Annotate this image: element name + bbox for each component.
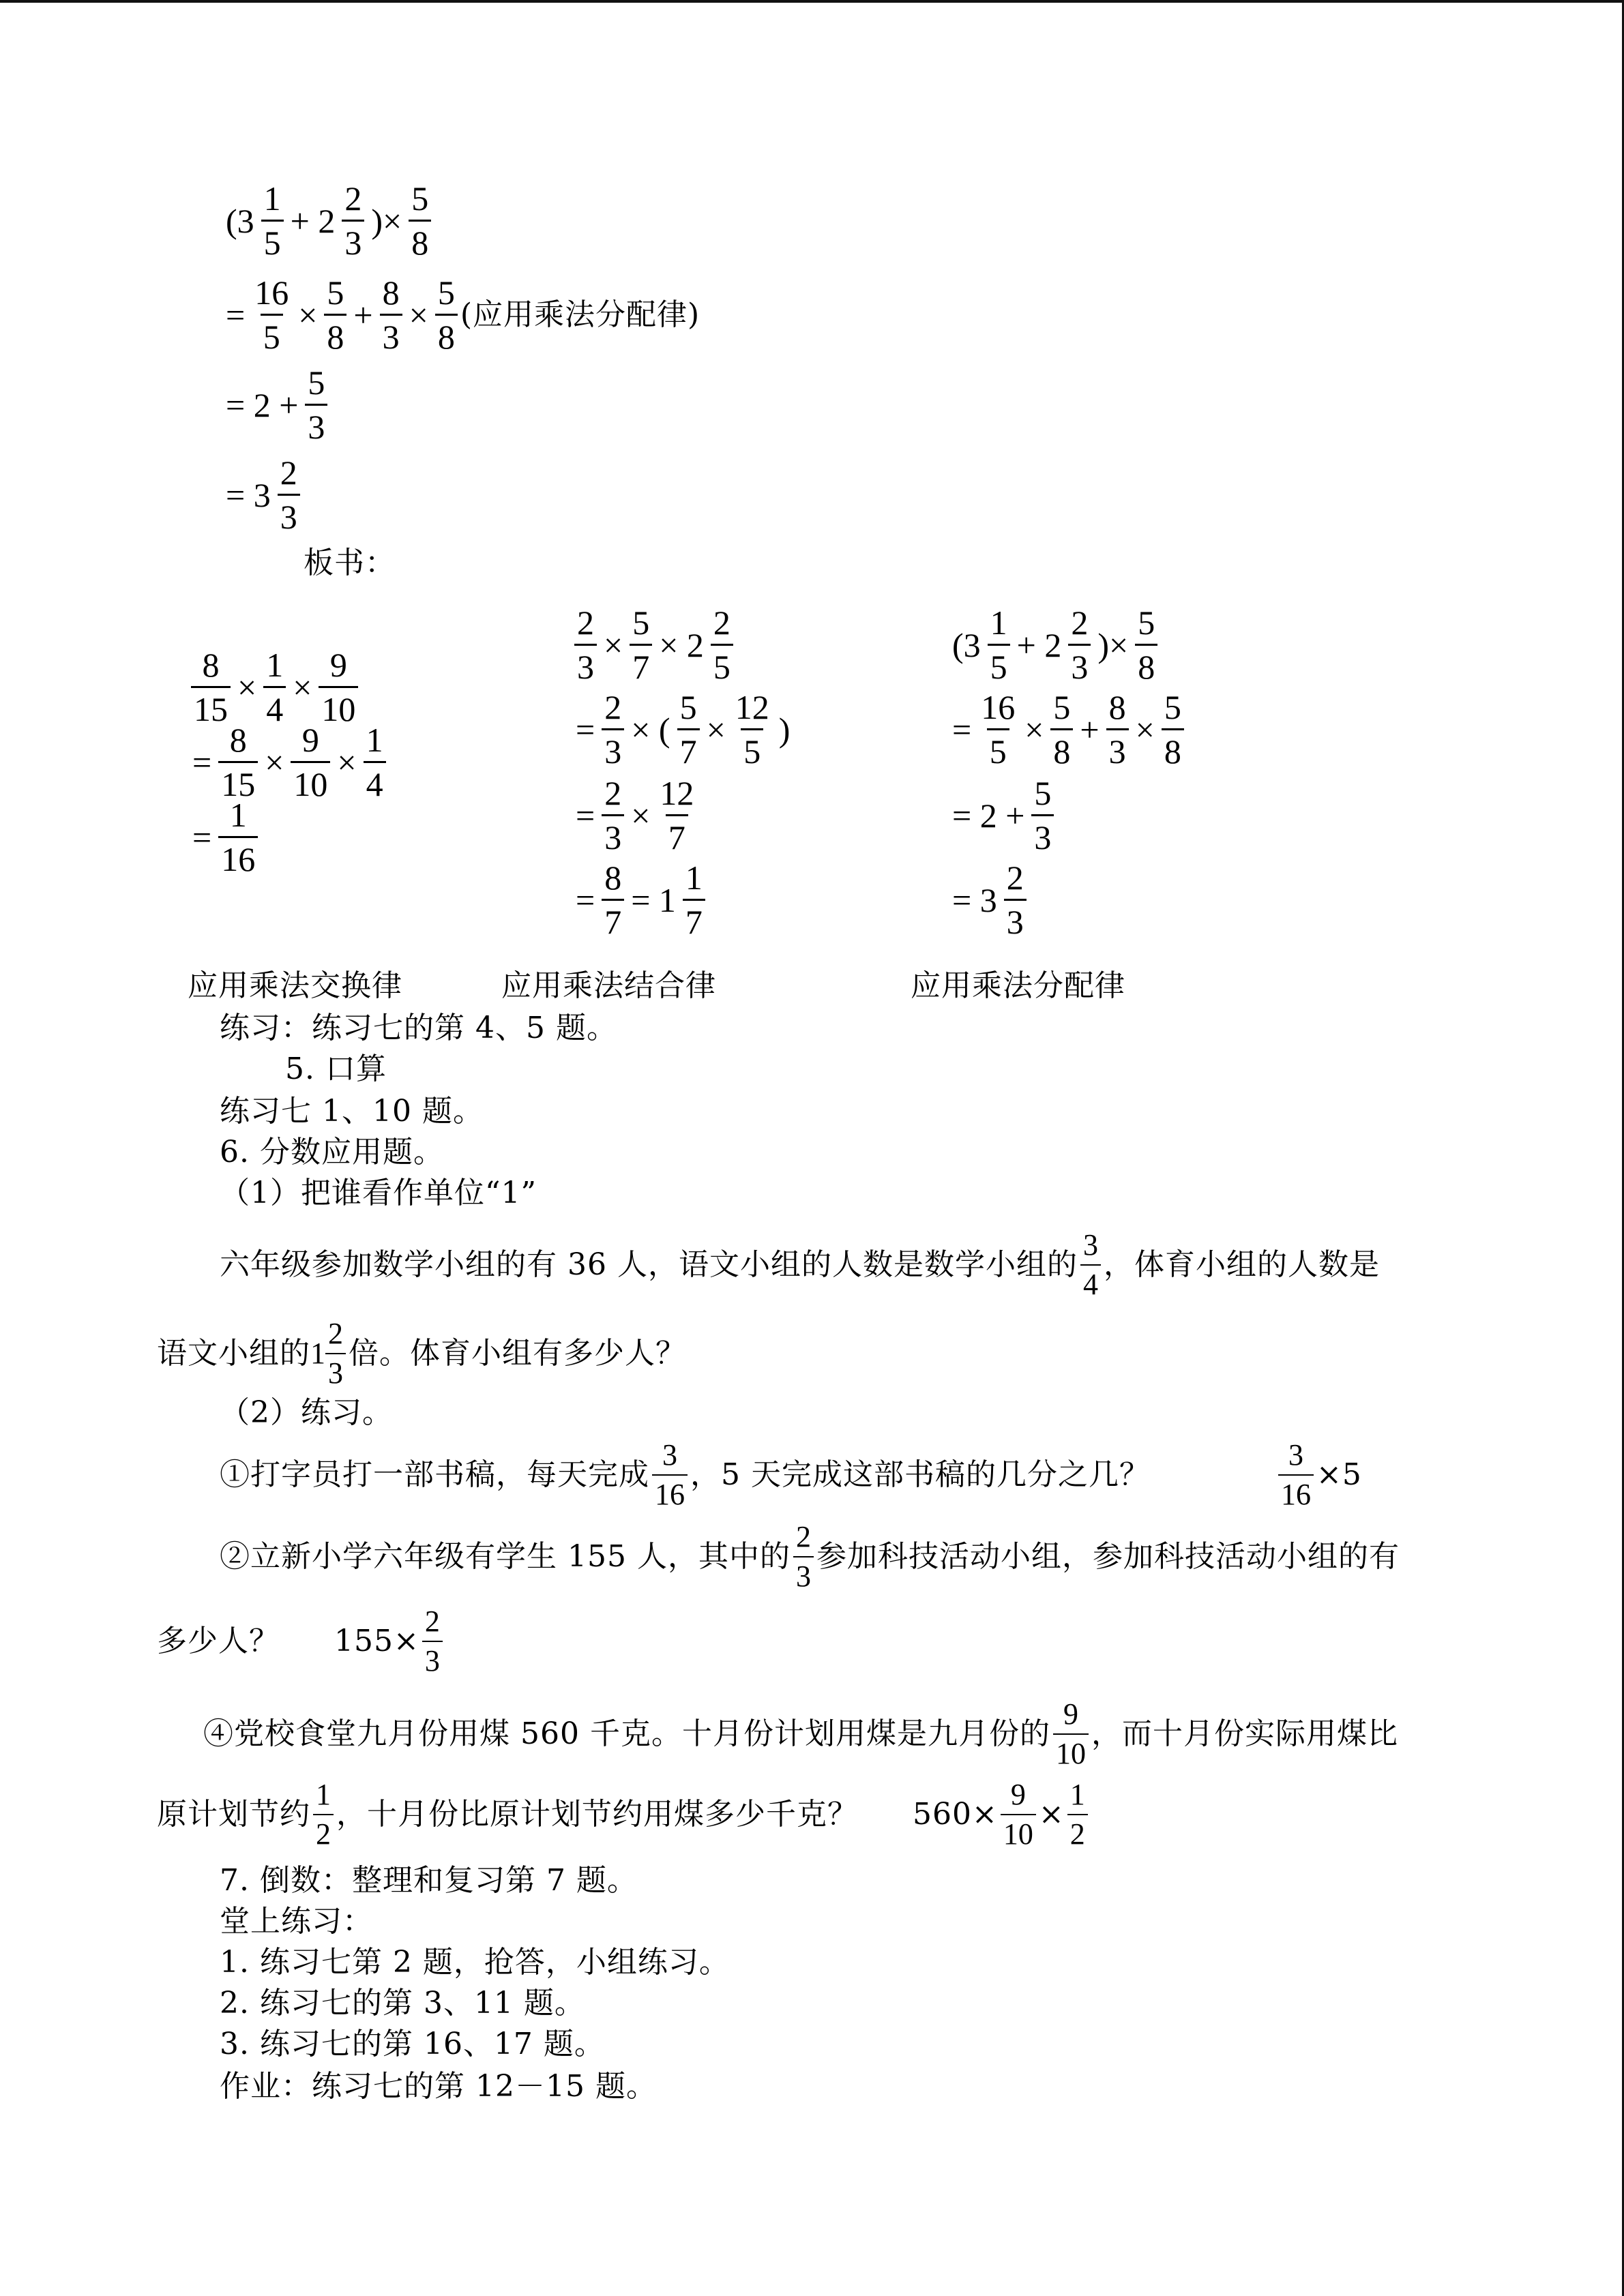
fraction bbox=[1162, 690, 1184, 769]
exercise2-text-b: 参加科技活动小组，参加科技活动小组的有 bbox=[816, 1539, 1400, 1574]
math-operator: = 1 bbox=[631, 880, 676, 919]
exercise4-answer-head: 560× bbox=[913, 1797, 998, 1832]
exercise2-line2 bbox=[157, 1607, 445, 1676]
fraction bbox=[1050, 690, 1073, 769]
denominator: 3 bbox=[305, 404, 327, 444]
math-line bbox=[948, 603, 1160, 686]
fraction bbox=[263, 648, 286, 726]
problem1-text-b: ，体育小组的人数是 bbox=[1103, 1247, 1380, 1282]
caption-commutative: 应用乘法交换律 bbox=[188, 968, 402, 1003]
denominator: 15 bbox=[218, 761, 258, 801]
homework: 作业：练习七的第 12－15 题。 bbox=[220, 2069, 657, 2104]
numerator: 1 bbox=[266, 646, 284, 684]
denominator: 3 bbox=[1068, 644, 1091, 684]
math-line bbox=[222, 181, 434, 260]
fraction bbox=[380, 275, 402, 354]
fraction bbox=[657, 776, 696, 854]
denominator: 5 bbox=[261, 314, 283, 354]
denominator: 8 bbox=[1050, 728, 1073, 769]
math-operator: + bbox=[1080, 710, 1099, 749]
numerator: 9 bbox=[1063, 1697, 1078, 1731]
denominator: 3 bbox=[602, 814, 624, 854]
numerator: 2 bbox=[344, 179, 362, 218]
denominator: 3 bbox=[793, 1556, 814, 1592]
numerator: 12 bbox=[735, 688, 769, 726]
numerator: 3 bbox=[1288, 1438, 1303, 1472]
exercise1-answer bbox=[1275, 1440, 1362, 1510]
numerator: 12 bbox=[660, 774, 694, 812]
math-operator: × bbox=[604, 625, 623, 664]
numerator: 2 bbox=[713, 603, 730, 642]
denominator: 16 bbox=[1278, 1474, 1314, 1510]
math-operator: ) bbox=[778, 710, 791, 749]
math-operator: × ( bbox=[631, 710, 670, 749]
exercise1-text-b: ，5 天完成这部书稿的几分之几？ bbox=[690, 1457, 1150, 1492]
fraction bbox=[574, 603, 597, 686]
math-line bbox=[222, 453, 303, 536]
class-practice-item: 1. 练习七第 2 题，抢答，小组练习。 bbox=[220, 1945, 730, 1980]
denominator: 4 bbox=[364, 761, 386, 801]
numerator: 1 bbox=[1069, 1778, 1085, 1811]
math-operator: = bbox=[576, 710, 595, 749]
math-operator: = 3 bbox=[952, 880, 997, 919]
math-operator: × bbox=[1135, 710, 1155, 749]
board-label: 板书： bbox=[304, 546, 396, 580]
fraction bbox=[291, 723, 330, 801]
exercise4-text-c: 原计划节约 bbox=[157, 1797, 310, 1832]
denominator: 3 bbox=[422, 1641, 443, 1676]
fraction bbox=[793, 1522, 814, 1592]
math-operator: (3 bbox=[226, 201, 254, 240]
numerator: 2 bbox=[328, 1317, 343, 1350]
numerator: 5 bbox=[679, 688, 697, 726]
fraction bbox=[422, 1607, 443, 1676]
class-practice-item: 3. 练习七的第 16、17 题。 bbox=[220, 2027, 605, 2061]
denominator: 3 bbox=[342, 220, 364, 260]
denominator: 7 bbox=[602, 899, 624, 939]
denominator: 2 bbox=[313, 1814, 334, 1849]
numerator: 5 bbox=[411, 179, 429, 218]
sub1-title: （1）把谁看作单位“1” bbox=[220, 1176, 537, 1210]
denominator: 5 bbox=[988, 644, 1010, 684]
denominator: 5 bbox=[261, 220, 284, 260]
denominator: 2 bbox=[1067, 1814, 1088, 1849]
fraction bbox=[319, 648, 358, 726]
fraction bbox=[683, 861, 705, 939]
fraction bbox=[1106, 690, 1129, 769]
fraction bbox=[364, 723, 386, 801]
numerator: 16 bbox=[981, 688, 1016, 726]
math-line bbox=[222, 363, 330, 446]
exercise4-text-d: ，十月份比原计划节约用煤多少千克？ bbox=[336, 1797, 858, 1832]
math-operator: = bbox=[226, 295, 246, 334]
denominator: 10 bbox=[319, 686, 358, 726]
numerator: 2 bbox=[1006, 859, 1024, 897]
math-operator: = 3 bbox=[226, 475, 271, 514]
denominator: 3 bbox=[1004, 899, 1027, 939]
section5-line: 练习七 1、10 题。 bbox=[220, 1094, 484, 1129]
numerator: 9 bbox=[1010, 1778, 1026, 1811]
math-operator: = bbox=[576, 880, 595, 919]
math-line bbox=[572, 776, 699, 854]
numerator: 1 bbox=[685, 859, 703, 897]
denominator: 16 bbox=[652, 1474, 688, 1510]
numerator: 5 bbox=[1138, 603, 1155, 642]
math-operator: (3 bbox=[952, 625, 981, 664]
problem1-line2 bbox=[157, 1319, 686, 1388]
numerator: 9 bbox=[301, 721, 319, 759]
numerator: 8 bbox=[382, 273, 400, 312]
math-operator: = 2 + bbox=[226, 385, 299, 424]
problem1-line1 bbox=[220, 1230, 1380, 1300]
problem1-text-c: 语文小组的 bbox=[157, 1336, 310, 1371]
numerator: 5 bbox=[437, 273, 455, 312]
math-operator: × bbox=[409, 295, 428, 334]
fraction bbox=[313, 1780, 334, 1849]
fraction bbox=[1001, 1780, 1036, 1849]
exercise1-answer-tail: ×5 bbox=[1316, 1457, 1362, 1492]
denominator: 4 bbox=[263, 686, 286, 726]
fraction bbox=[733, 690, 772, 769]
math-operator: × bbox=[337, 743, 357, 781]
denominator: 3 bbox=[602, 728, 624, 769]
fraction bbox=[1004, 861, 1027, 939]
numerator: 8 bbox=[1108, 688, 1126, 726]
exercise4-text-b: ，而十月份实际用煤比 bbox=[1091, 1716, 1398, 1751]
denominator: 7 bbox=[630, 644, 652, 684]
math-line bbox=[572, 690, 794, 769]
math-operator: = bbox=[192, 818, 212, 856]
fraction bbox=[1067, 1780, 1088, 1849]
denominator: 5 bbox=[711, 644, 733, 684]
math-operator: = 2 + bbox=[952, 796, 1025, 835]
denominator: 3 bbox=[574, 644, 597, 684]
denominator: 5 bbox=[987, 728, 1009, 769]
numerator: 5 bbox=[632, 603, 650, 642]
math-operator: = bbox=[576, 796, 595, 835]
math-operator: × bbox=[293, 668, 312, 706]
math-line bbox=[222, 275, 700, 354]
exercise4-line2 bbox=[157, 1780, 1091, 1849]
numerator: 1 bbox=[366, 721, 383, 759]
math-operator: × bbox=[631, 796, 651, 835]
numerator: 2 bbox=[280, 453, 297, 492]
denominator: 8 bbox=[1162, 728, 1184, 769]
denominator: 4 bbox=[1080, 1264, 1101, 1300]
exercise4-answer-mid: × bbox=[1038, 1797, 1065, 1832]
exercise2-text-c: 多少人？ bbox=[157, 1624, 280, 1658]
math-operator: × bbox=[265, 743, 284, 781]
fraction bbox=[978, 690, 1018, 769]
exercise1-text-a: ①打字员打一部书稿，每天完成 bbox=[220, 1457, 649, 1492]
practice-line: 练习：练习七的第 4、5 题。 bbox=[220, 1011, 617, 1045]
numerator: 2 bbox=[577, 603, 594, 642]
caption-associative: 应用乘法结合律 bbox=[501, 968, 716, 1003]
numerator: 1 bbox=[263, 179, 281, 218]
denominator: 3 bbox=[1106, 728, 1129, 769]
fraction bbox=[191, 648, 231, 726]
math-line bbox=[572, 603, 736, 686]
math-operator: )× bbox=[1097, 625, 1129, 664]
problem1-text-a: 六年级参加数学小组的有 36 人，语文小组的人数是数学小组的 bbox=[220, 1247, 1078, 1282]
numerator: 8 bbox=[604, 859, 622, 897]
math-line bbox=[948, 690, 1187, 769]
fraction bbox=[1080, 1230, 1101, 1300]
fraction bbox=[324, 275, 346, 354]
fraction bbox=[1031, 776, 1054, 854]
numerator: 5 bbox=[1164, 688, 1181, 726]
fraction bbox=[988, 603, 1010, 686]
math-operator: × bbox=[1024, 710, 1044, 749]
math-line bbox=[948, 861, 1029, 939]
numerator: 8 bbox=[202, 646, 220, 684]
numerator: 3 bbox=[662, 1438, 677, 1472]
denominator: 3 bbox=[325, 1353, 346, 1388]
math-operator: = bbox=[952, 710, 972, 749]
numerator: 1 bbox=[990, 603, 1007, 642]
numerator: 5 bbox=[1053, 688, 1071, 726]
fraction bbox=[218, 723, 258, 801]
section6-title: 6. 分数应用题。 bbox=[220, 1135, 444, 1169]
section5-title: 5. 口算 bbox=[285, 1052, 387, 1086]
fraction bbox=[1135, 603, 1157, 686]
math-operator: = bbox=[192, 743, 212, 781]
fraction bbox=[261, 181, 284, 260]
denominator: 8 bbox=[409, 220, 431, 260]
math-operator: + 2 bbox=[290, 201, 336, 240]
fraction bbox=[342, 181, 364, 260]
fraction bbox=[602, 776, 624, 854]
numerator: 2 bbox=[795, 1520, 811, 1553]
exercise4-line1 bbox=[203, 1699, 1398, 1769]
numerator: 1 bbox=[316, 1778, 331, 1811]
fraction bbox=[630, 603, 652, 686]
numerator: 9 bbox=[329, 646, 347, 684]
math-operator: )× bbox=[371, 201, 402, 240]
fraction bbox=[677, 690, 700, 769]
fraction bbox=[602, 690, 624, 769]
numerator: 16 bbox=[254, 273, 289, 312]
section7: 7. 倒数：整理和复习第 7 题。 bbox=[220, 1863, 638, 1898]
math-operator: × 2 bbox=[659, 625, 704, 664]
class-practice-item: 2. 练习七的第 3、11 题。 bbox=[220, 1986, 585, 2021]
denominator: 3 bbox=[278, 494, 300, 534]
math-operator: × bbox=[706, 710, 726, 749]
fraction bbox=[218, 798, 258, 876]
denominator: 7 bbox=[683, 899, 705, 939]
denominator: 3 bbox=[380, 314, 402, 354]
math-operator: × bbox=[298, 295, 318, 334]
denominator: 8 bbox=[435, 314, 458, 354]
denominator: 16 bbox=[218, 836, 258, 876]
numerator: 5 bbox=[1034, 774, 1052, 812]
fraction bbox=[1278, 1440, 1314, 1510]
annotation-text: (应用乘法分配律) bbox=[460, 297, 700, 332]
numerator: 5 bbox=[308, 363, 325, 402]
numerator: 2 bbox=[424, 1605, 440, 1638]
exercise2-line1 bbox=[220, 1522, 1400, 1592]
denominator: 7 bbox=[677, 728, 700, 769]
caption-distributive: 应用乘法分配律 bbox=[911, 968, 1125, 1003]
numerator: 2 bbox=[604, 774, 622, 812]
denominator: 5 bbox=[741, 728, 763, 769]
denominator: 7 bbox=[666, 814, 688, 854]
denominator: 10 bbox=[1001, 1814, 1036, 1849]
fraction bbox=[1053, 1699, 1089, 1769]
fraction bbox=[409, 181, 431, 260]
math-operator: × bbox=[237, 668, 257, 706]
class-practice-title: 堂上练习： bbox=[220, 1904, 373, 1939]
numerator: 5 bbox=[327, 273, 344, 312]
numerator: 2 bbox=[1071, 603, 1089, 642]
math-line bbox=[948, 776, 1057, 854]
math-line bbox=[188, 723, 389, 801]
problem1-text-d: 倍。体育小组有多少人？ bbox=[349, 1336, 686, 1371]
fraction bbox=[252, 275, 291, 354]
fraction bbox=[711, 603, 733, 686]
numerator: 3 bbox=[1082, 1228, 1098, 1262]
denominator: 10 bbox=[291, 761, 330, 801]
math-line bbox=[188, 798, 261, 876]
sub2-title: （2）练习。 bbox=[220, 1395, 393, 1430]
exercise2-answer-head: 155× bbox=[334, 1624, 419, 1658]
mixed-whole: 1 bbox=[310, 1337, 325, 1370]
math-line bbox=[572, 861, 708, 939]
math-line bbox=[188, 648, 361, 726]
denominator: 3 bbox=[1031, 814, 1054, 854]
fraction bbox=[278, 453, 300, 536]
fraction bbox=[435, 275, 458, 354]
math-operator: + 2 bbox=[1016, 625, 1062, 664]
numerator: 1 bbox=[229, 796, 247, 834]
math-operator: + bbox=[353, 295, 373, 334]
exercise1 bbox=[220, 1440, 1150, 1510]
denominator: 8 bbox=[1135, 644, 1157, 684]
fraction bbox=[325, 1319, 346, 1388]
exercise4-text-a: ④党校食堂九月份用煤 560 千克。十月份计划用煤是九月份的 bbox=[203, 1716, 1050, 1751]
denominator: 10 bbox=[1053, 1733, 1089, 1769]
fraction bbox=[1068, 603, 1091, 686]
denominator: 8 bbox=[324, 314, 346, 354]
numerator: 8 bbox=[229, 721, 247, 759]
fraction bbox=[602, 861, 624, 939]
exercise2-text-a: ②立新小学六年级有学生 155 人，其中的 bbox=[220, 1539, 791, 1574]
fraction bbox=[305, 363, 327, 446]
denominator: 15 bbox=[191, 686, 231, 726]
fraction bbox=[652, 1440, 688, 1510]
numerator: 2 bbox=[604, 688, 622, 726]
